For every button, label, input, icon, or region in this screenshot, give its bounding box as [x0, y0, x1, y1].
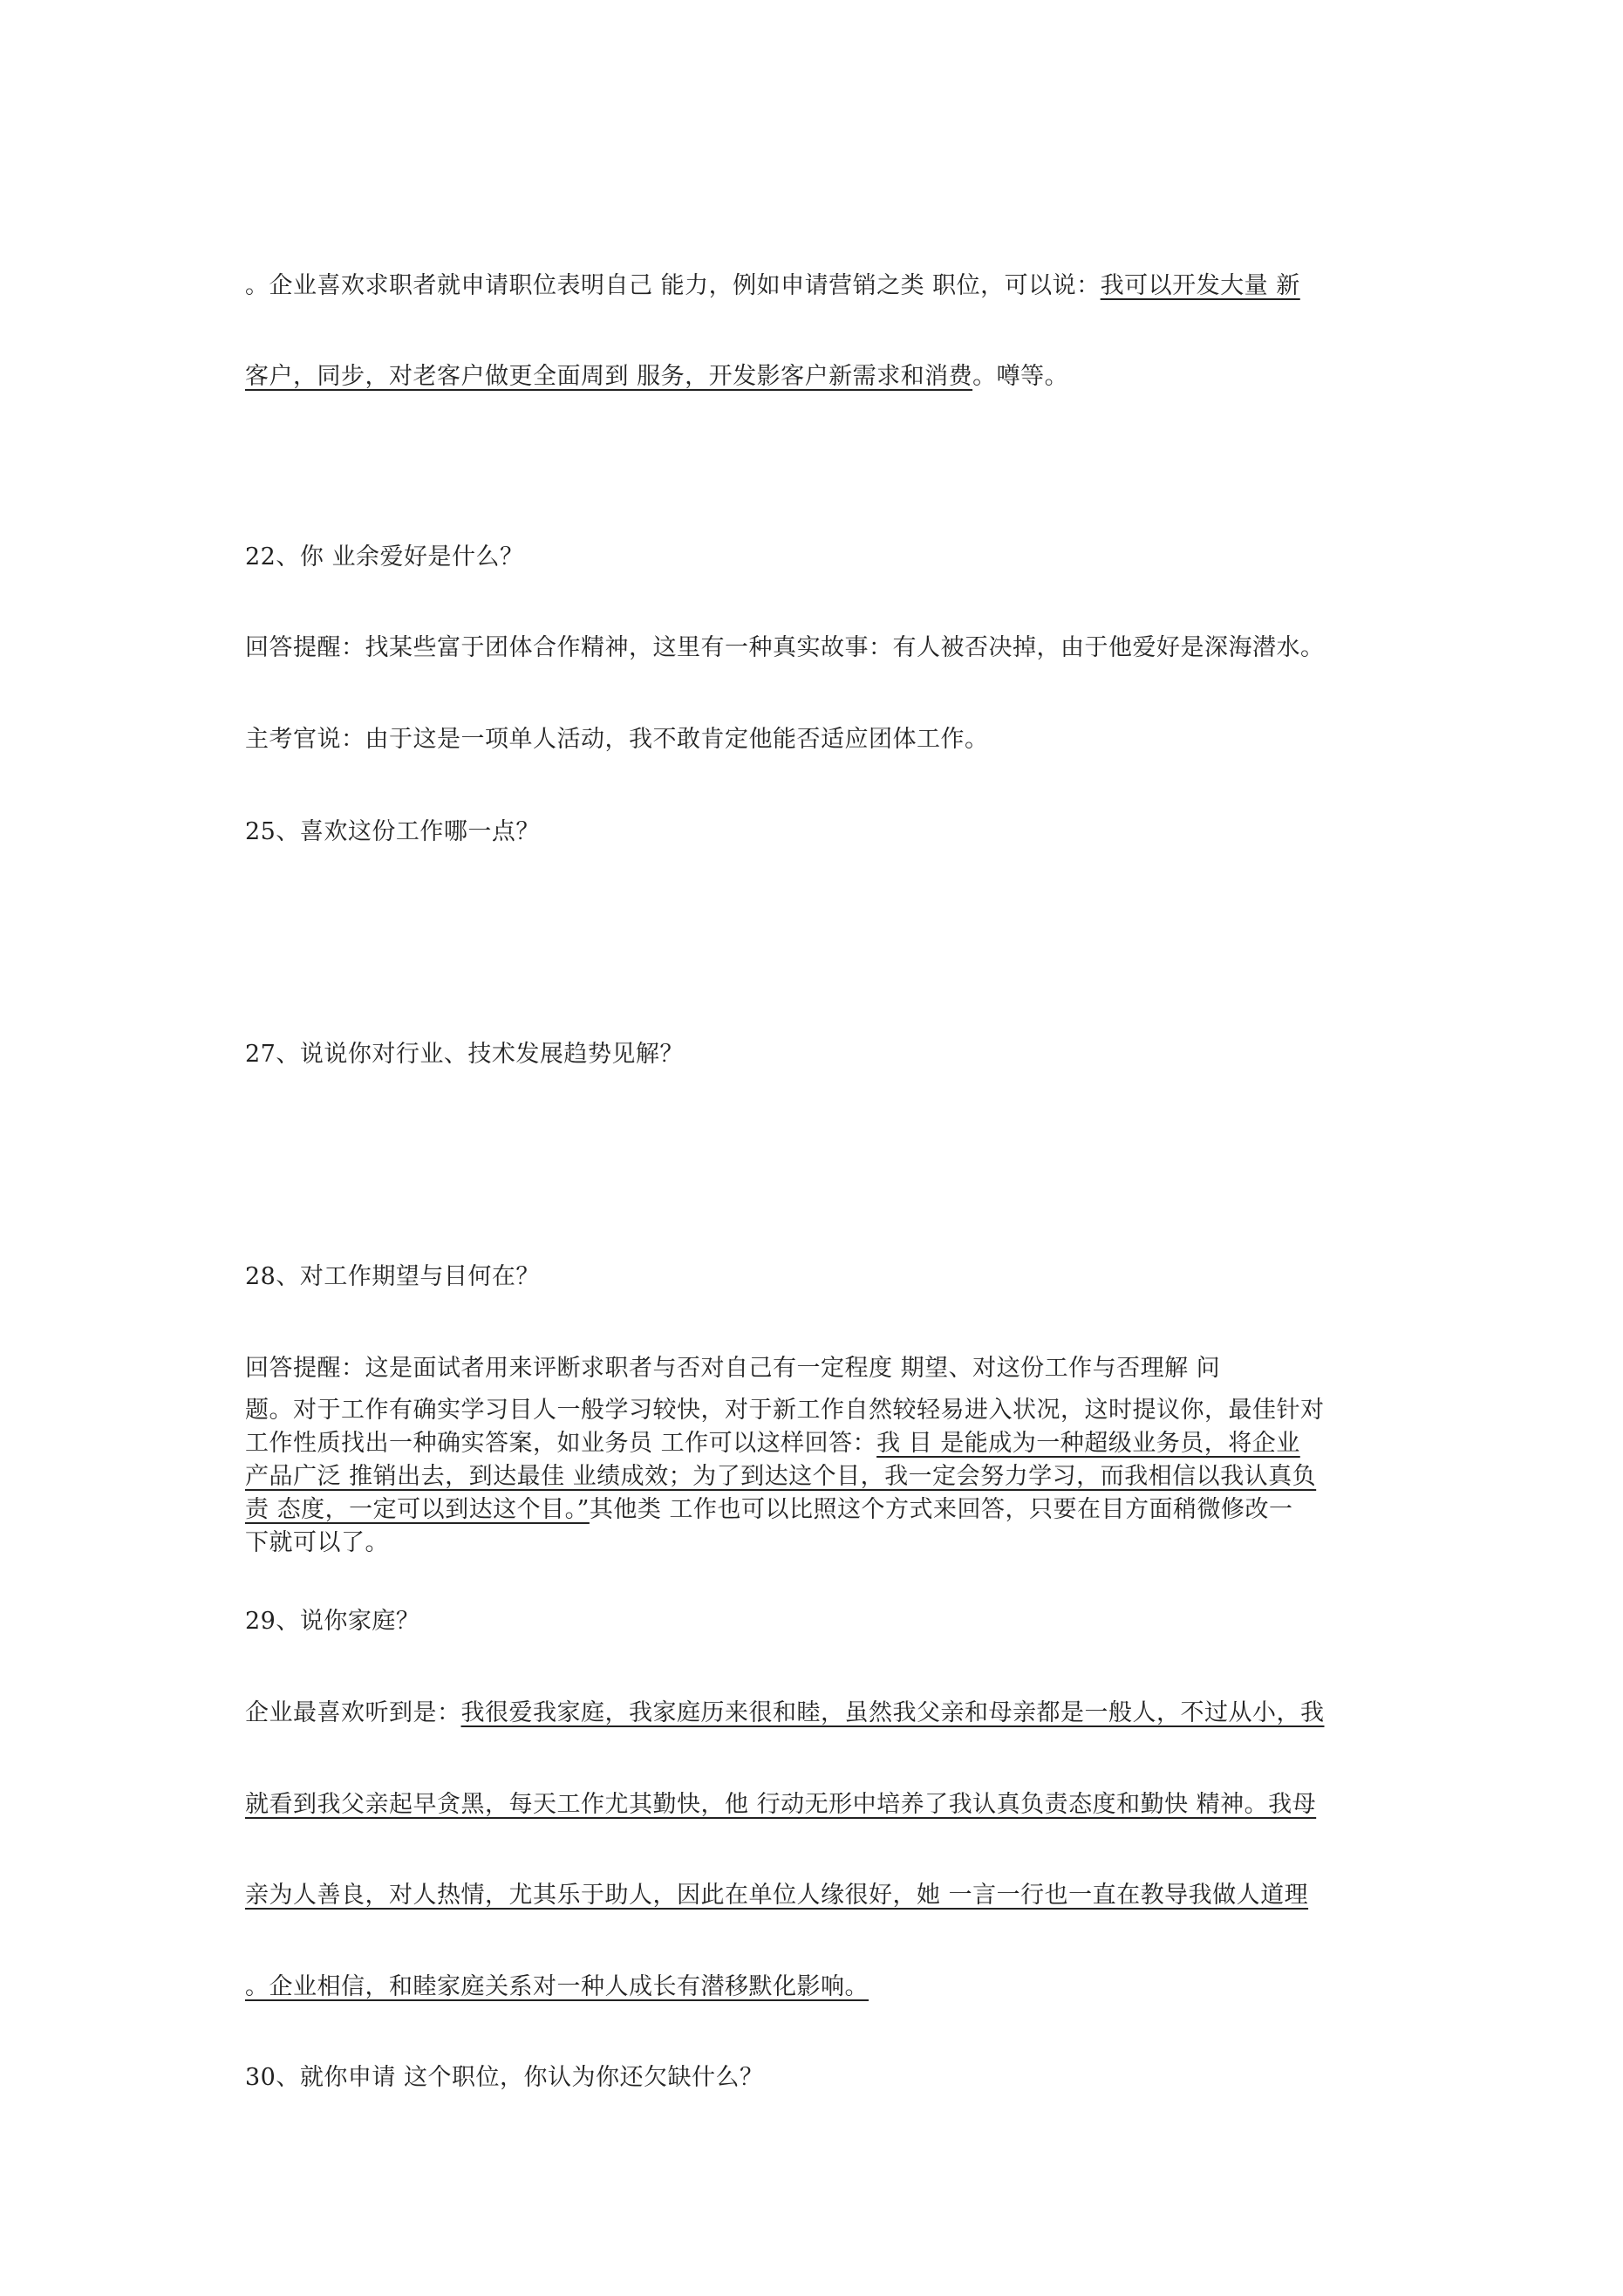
underlined-text: 就看到我父亲起早贪黑，每天工作尤其勤快，他 行动无形中培养了我认真负责态度和勤快 精神。我母 [245, 1791, 1317, 1818]
paragraph-line [245, 1427, 1396, 1460]
text-span: 。噂等。 [972, 363, 1069, 390]
question-heading: 22、你 业余爱好是什么？ [245, 543, 524, 571]
answer-text: 题。对于工作有确实学习目人一般学习较快，对于新工作自然较轻易进入状况，这时提议你，最佳针对 [245, 1397, 1325, 1424]
paragraph-line [245, 1972, 1396, 2002]
answer-text: 下就可以了。 [245, 1529, 389, 1556]
paragraph-line [245, 1698, 1396, 1728]
question-heading: 29、说你家庭？ [245, 1608, 420, 1635]
paragraph-line [245, 1460, 1396, 1493]
underlined-text: 亲为人善良，对人热情，尤其乐于助人，因此在单位人缘很好，她 一言一行也一直在教导我做人道理 [245, 1882, 1309, 1909]
text-span: 其他类 工作也可以比照这个方式来回答，只要在目方面稍微修改一 [589, 1496, 1293, 1523]
question-heading: 30、就你申请 这个职位，你认为你还欠缺什么？ [245, 2064, 764, 2091]
answer-text: 主考官说：由于这是一项单人活动，我不敢肯定他能否适应团体工作。 [245, 726, 989, 753]
text-span: 工作性质找出一种确实答案，如业务员 工作可以这样回答： [245, 1430, 877, 1457]
paragraph-line [245, 362, 1396, 392]
underlined-text: 产品广泛 推销出去，到达最佳 业绩成效；为了到达这个目，我一定会努力学习，而我相信以我认真负 [245, 1463, 1317, 1490]
text-span: 企业最喜欢听到是： [245, 1699, 461, 1726]
underlined-text: 客户，同步，对老客户做更全面周到 服务，开发影客户新需求和消费 [245, 363, 973, 390]
paragraph-line [245, 1790, 1396, 1820]
question-heading: 27、说说你对行业、技术发展趋势见解？ [245, 1041, 684, 1068]
underlined-text: 责 态度，一定可以到达这个目。” [245, 1496, 590, 1523]
answer-text: 回答提醒：找某些富于团体合作精神，这里有一种真实故事：有人被否决掉，由于他爱好是深海潜水。 [245, 634, 1325, 661]
paragraph-line [245, 1881, 1396, 1910]
answer-text: 回答提醒：这是面试者用来评断求职者与否对自己有一定程度 期望、对这份工作与否理解 问 [245, 1355, 1221, 1382]
question-heading: 25、喜欢这份工作哪一点？ [245, 818, 540, 845]
underlined-text: 我可以开发大量 新 [1100, 272, 1300, 299]
answer-paragraph [245, 1352, 1396, 1560]
underlined-text: 。企业相信，和睦家庭关系对一种人成长有潜移默化影响。 [245, 1973, 869, 2000]
underlined-text: 我 目 是能成为一种超级业务员，将企业 [876, 1430, 1300, 1457]
question-heading: 28、对工作期望与目何在？ [245, 1263, 540, 1290]
text-span: 。企业喜欢求职者就申请职位表明自己 能力，例如申请营销之类 职位，可以说： [245, 272, 1101, 299]
paragraph-line [245, 1493, 1396, 1527]
paragraph-line [245, 271, 1396, 301]
underlined-text: 我很爱我家庭，我家庭历来很和睦，虽然我父亲和母亲都是一般人，不过从小，我 [460, 1699, 1325, 1726]
